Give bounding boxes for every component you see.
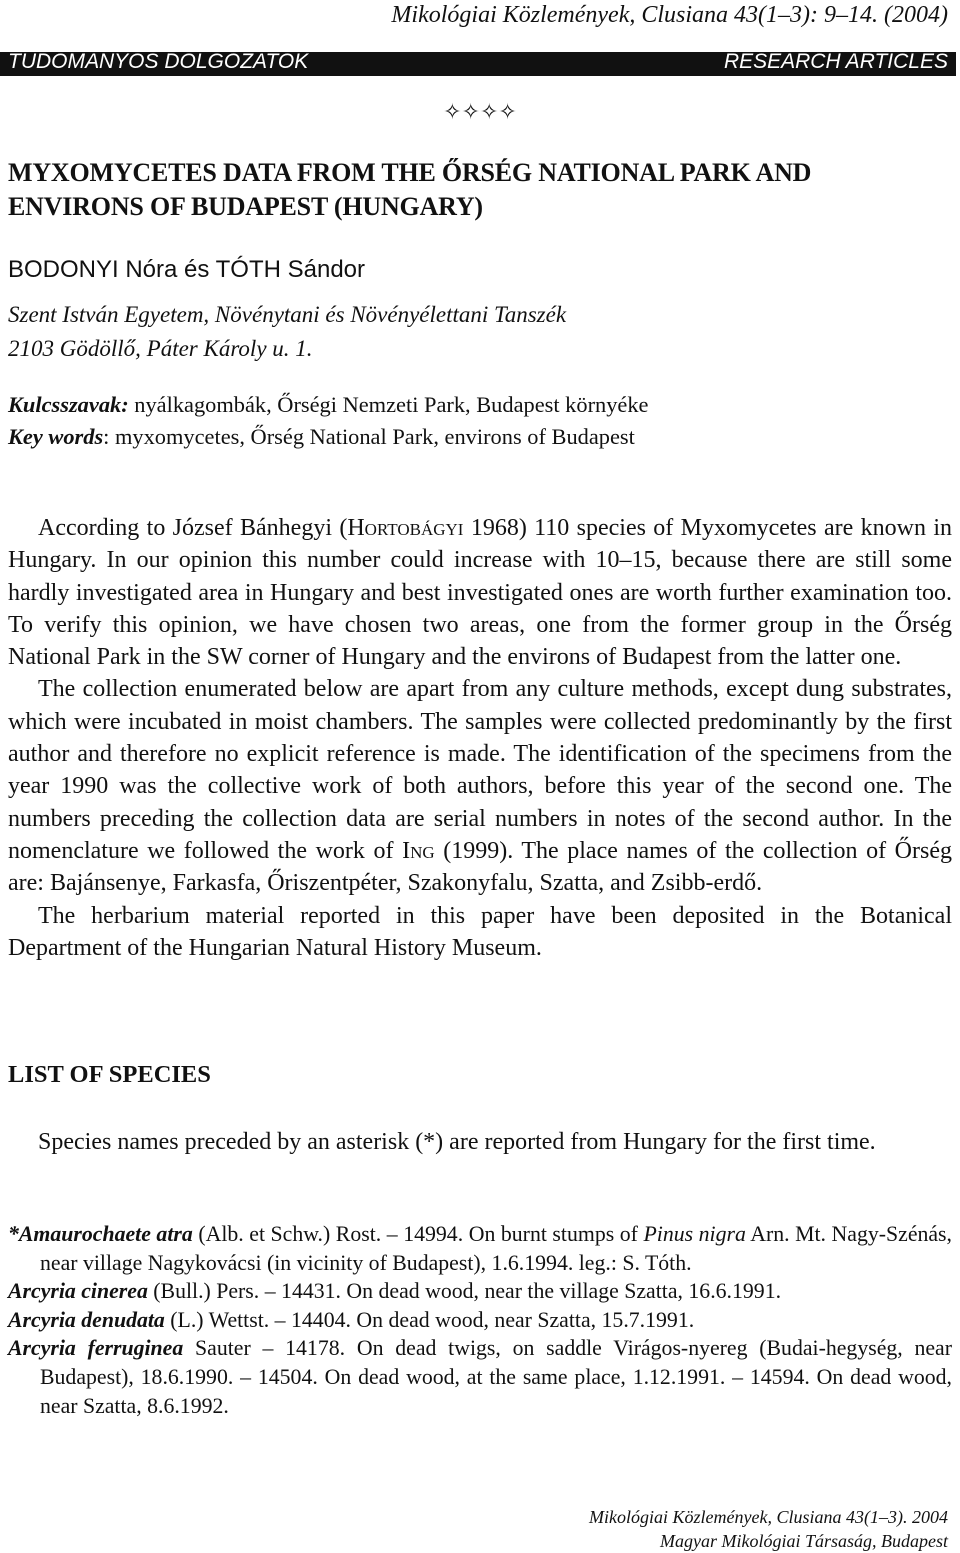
intro-paragraph-1: According to József Bánhegyi (Hortobágyi 1968) 110 species of Myxomycetes are known in Hungary. In our opinion this number could increase with 10–15, because there are still some hardly investigated area in Hungary and best investigated ones are worth further examination too. To verify this opinion, we have chosen two areas, one from the former group in the Őrség National Park in the SW corner of Hungary and the environs of Budapest from the latter one.: [8, 515, 952, 671]
species-entry: *Amaurochaete atra (Alb. et Schw.) Rost. – 14994. On burnt stumps of Pinus nigra Arn. Mt. Nagy-Szénás, near village Nagykovácsi (in vicinity of Budapest), 1.6.1994. leg.: S. Tóth.: [8, 1222, 952, 1275]
intro-paragraph-3: The herbarium material reported in this paper have been deposited in the Botanical Department of the Hungarian Natural History Museum.: [8, 902, 952, 961]
article-title: [8, 156, 948, 224]
introduction: [8, 512, 952, 964]
species-list: [8, 1220, 952, 1420]
keywords-hungarian-text: nyálkagombák, Őrségi Nemzeti Park, Budapest környéke: [128, 392, 649, 417]
affiliation: [8, 298, 566, 366]
page-footer: [589, 1505, 948, 1553]
species-entry: Arcyria ferruginea Sauter – 14178. On dead twigs, on saddle Virágos-nyereg (Budai-hegység, near Budapest), 18.6.1990. – 14504. On dead wood, at the same place, 1.12.1991. – 14594. On dead wood, near Szatta, 8.6.1992.: [8, 1336, 952, 1418]
host-plant: Pinus nigra: [643, 1222, 746, 1246]
citation-hortobagyi: Hortobágyi: [347, 515, 464, 541]
keywords-english: [8, 421, 948, 453]
title-line-2: ENVIRONS OF BUDAPEST (HUNGARY): [8, 192, 483, 221]
section-label-english: RESEARCH ARTICLES: [723, 50, 948, 73]
footer-journal: Mikológiai Közlemények, Clusiana 43(1–3). 2004: [589, 1507, 948, 1527]
species-name: Arcyria denudata: [8, 1307, 165, 1332]
species-name: *Amaurochaete atra: [8, 1222, 193, 1246]
section-label-hungarian: TUDOMÁNYOS DOLGOZATOK: [8, 50, 309, 73]
species-name: Arcyria cinerea: [8, 1279, 148, 1304]
authors: BODONYI Nóra és TÓTH Sándor: [8, 256, 365, 283]
ornament-diamonds: ✧✧✧✧: [443, 100, 517, 125]
keywords-hungarian-label: Kulcsszavak:: [8, 392, 129, 417]
journal-header: Mikológiai Közlemények, Clusiana 43(1–3): 9–14. (2004): [391, 2, 948, 28]
affiliation-address: 2103 Gödöllő, Páter Károly u. 1.: [8, 336, 313, 361]
footer-publisher: Magyar Mikológiai Társaság, Budapest: [660, 1531, 948, 1551]
species-list-note: Species names preceded by an asterisk (*) are reported from Hungary for the first time.: [38, 1129, 876, 1155]
citation-ing: Ing: [402, 837, 435, 864]
keywords-english-text: : myxomycetes, Őrség National Park, environs of Budapest: [103, 424, 635, 449]
title-line-1: MYXOMYCETES DATA FROM THE ŐRSÉG NATIONAL PARK AND: [8, 158, 812, 187]
keywords-english-label: Key words: [8, 424, 104, 449]
species-list-heading: LIST OF SPECIES: [8, 1061, 211, 1088]
affiliation-institution: Szent István Egyetem, Növénytani és Növényélettani Tanszék: [8, 302, 567, 327]
section-bar: [0, 52, 956, 76]
keywords-hungarian: [8, 389, 948, 421]
intro-paragraph-2: The collection enumerated below are apart from any culture methods, except dung substrates, which were incubated in moist chambers. The samples were collected predominantly by the first author and therefore no explicit reference is made. The identification of the specimens from the year 1990 was the collective work of both authors, before this year of the second one. The numbers preceding the collection data are serial numbers in notes of the second author. In the nomenclature we followed the work of Ing (1999). The place names of the collection of Őrség are: Bajánsenye, Farkasfa, Őriszentpéter, Szakonyfalu, Szatta, and Zsibb-erdő.: [8, 676, 952, 897]
species-entry: Arcyria denudata (L.) Wettst. – 14404. On dead wood, near Szatta, 15.7.1991.: [8, 1307, 695, 1332]
species-name: Arcyria ferruginea: [8, 1336, 184, 1361]
species-entry: Arcyria cinerea (Bull.) Pers. – 14431. On dead wood, near the village Szatta, 16.6.1991.: [8, 1279, 782, 1304]
